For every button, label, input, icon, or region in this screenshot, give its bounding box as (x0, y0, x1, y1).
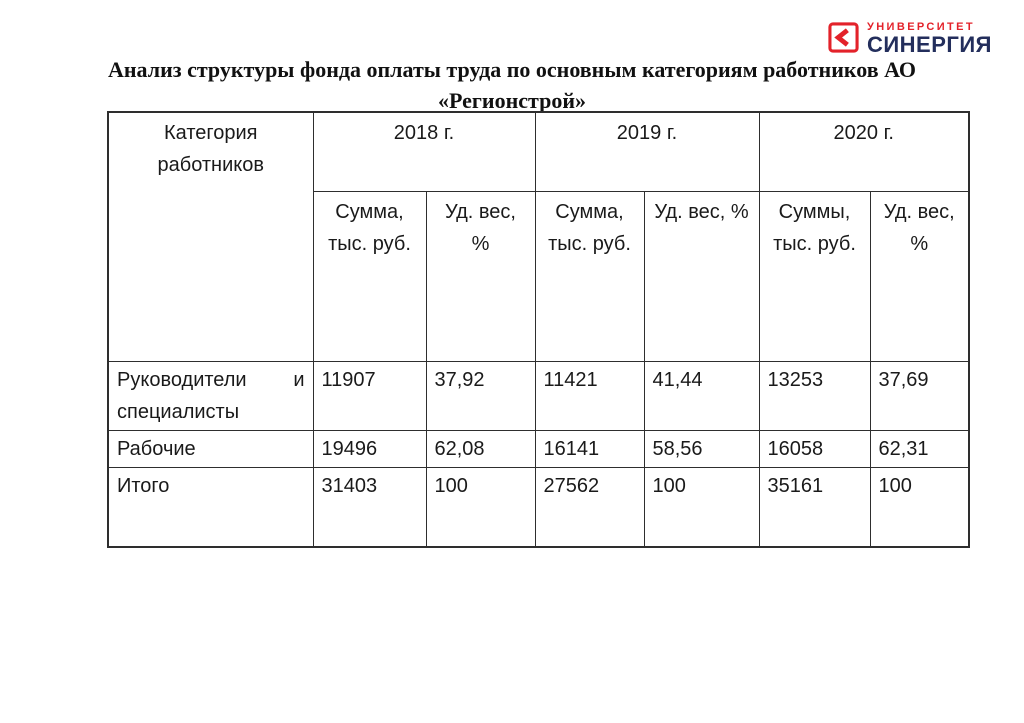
row-workers-2020-weight: 62,31 (870, 430, 969, 467)
table-row-managers (108, 361, 969, 430)
subheader-2018-weight (426, 191, 535, 361)
logo-university-text: УНИВЕРСИТЕТ (866, 21, 976, 33)
subheader-2018-weight-label: Уд. вес, % (444, 200, 516, 255)
header-year-2020: 2020 г. (759, 112, 969, 191)
slide-title: Анализ структуры фонда оплаты труда по основным категориям работников АО «Регионстрой» (107, 57, 917, 113)
header-year-2018: 2018 г. (313, 112, 535, 191)
row-workers-2018-sum: 19496 (313, 430, 426, 467)
table-row-total (108, 467, 969, 547)
row-total-2019-weight: 100 (644, 467, 759, 547)
synergy-logo (828, 21, 992, 56)
row-managers-2020-weight: 37,69 (870, 361, 969, 430)
row-total-2020-weight: 100 (870, 467, 969, 547)
subheader-2020-sum (759, 191, 870, 361)
row-managers-2018-weight: 37,92 (426, 361, 535, 430)
row-total-category: Итого (108, 467, 313, 547)
row-workers-2019-weight: 58,56 (644, 430, 759, 467)
subheader-2019-weight-label: Уд. вес, % (654, 200, 749, 223)
logo-synergy-text: СИНЕРГИЯ (866, 32, 992, 57)
logo-text (867, 21, 992, 56)
header-year-2019: 2019 г. (535, 112, 759, 191)
row-workers-2020-sum: 16058 (759, 430, 870, 467)
subheader-2019-sum (535, 191, 644, 361)
subheader-2020-weight (870, 191, 969, 361)
row-managers-2019-sum: 11421 (535, 361, 644, 430)
subheader-2019-weight (644, 191, 759, 361)
subheader-2020-weight-label: Уд. вес, % (883, 200, 955, 255)
table-header-years-row (108, 112, 969, 191)
row-workers-2018-weight: 62,08 (426, 430, 535, 467)
synergy-chevron-icon (828, 22, 859, 53)
subheader-2018-sum-label: Сумма, тыс. руб. (328, 200, 411, 255)
subheader-2020-sum-label: Суммы, тыс. руб. (773, 200, 856, 255)
row-total-2018-sum: 31403 (313, 467, 426, 547)
row-managers-2020-sum: 13253 (759, 361, 870, 430)
row-managers-2019-weight: 41,44 (644, 361, 759, 430)
subheader-2019-sum-label: Сумма, тыс. руб. (548, 200, 631, 255)
header-category-label: Категория работников (157, 122, 264, 176)
row-total-2020-sum: 35161 (759, 467, 870, 547)
subheader-2018-sum (313, 191, 426, 361)
row-total-2018-weight: 100 (426, 467, 535, 547)
row-managers-category: Руководители и специалисты (108, 361, 313, 430)
row-managers-2018-sum: 11907 (313, 361, 426, 430)
payroll-structure-table (107, 111, 970, 548)
row-workers-2019-sum: 16141 (535, 430, 644, 467)
table-row-workers (108, 430, 969, 467)
row-total-2019-sum: 27562 (535, 467, 644, 547)
header-category-cell (108, 112, 313, 361)
row-workers-category: Рабочие (108, 430, 313, 467)
